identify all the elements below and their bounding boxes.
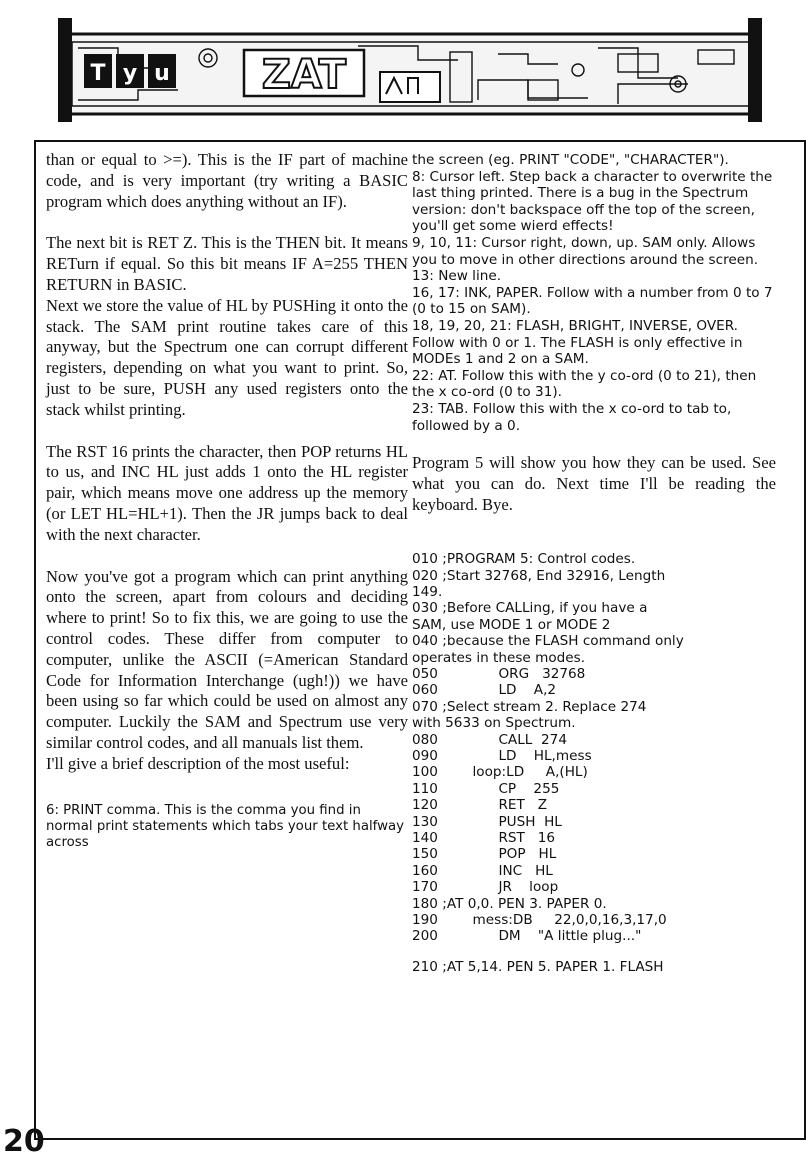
code-line: 140 RST 16 xyxy=(412,830,556,846)
code-line: 060 LD A,2 xyxy=(412,682,557,699)
code-line: 120 RET Z xyxy=(412,797,548,814)
program-listing xyxy=(412,551,776,975)
right-column xyxy=(412,152,776,1112)
code-line: 040 ;because the FLASH command only xyxy=(412,633,684,650)
code-line: 110 CP 255 xyxy=(412,780,560,797)
zat-logo: ZAT xyxy=(261,52,347,98)
code-line: 180 ;AT 0,0. PEN 3. PAPER 0. xyxy=(412,895,607,912)
code-line: 210 ;AT 5,14. PEN 5. PAPER 1. FLASH xyxy=(412,958,664,975)
banner-letter-u: u xyxy=(154,61,170,86)
page-number: 20 xyxy=(3,1124,45,1159)
control-code-8: 8: Cursor left. Step back a character to overwrite the last thing printed. There is a bug in the Spectrum version: don't backspace off the top of the screen, you'll get some wierd effects! xyxy=(412,168,773,235)
paragraph-if-part: than or equal to >=). This is the IF part of machine code, and is very important (try writing a BASIC program which does anything without an IF). xyxy=(46,150,408,211)
left-column xyxy=(46,150,408,1110)
control-code-16-17: 16, 17: INK, PAPER. Follow with a number from 0 to 7 (0 to 15 on SAM). xyxy=(412,284,773,318)
banner-letter-boxes xyxy=(84,54,176,88)
code-line: with 5633 on Spectrum. xyxy=(412,715,576,732)
control-code-9-11: 9, 10, 11: Cursor right, down, up. SAM only. Allows you to move in other directions around the screen. xyxy=(412,234,759,268)
code-line: 149. xyxy=(412,583,443,600)
code-line: 010 ;PROGRAM 5: Control codes. xyxy=(412,551,636,568)
code-line: 190 mess:DB 22,0,0,16,3,17,0 xyxy=(412,912,667,929)
control-code-18-21: 18, 19, 20, 21: FLASH, BRIGHT, INVERSE, OVER. Follow with 0 or 1. The FLASH is only effective in MODEs 1 and 2 on a SAM. xyxy=(412,317,743,368)
code-line: 150 POP HL xyxy=(412,846,557,863)
code-line: 050 ORG 32768 xyxy=(412,665,586,682)
paragraph-program-5: Program 5 will show you how they can be used. See what you can do. Next time I'll be reading the keyboard. Bye. xyxy=(412,453,776,515)
code-line: 130 PUSH HL xyxy=(412,813,562,830)
paragraph-rst16: The RST 16 prints the character, then POP returns HL to us, and INC HL just adds 1 onto the HL register pair, which means move one address up the memory (or LET HL=HL+1). Then the JR jumps back to deal with the next character. xyxy=(46,441,408,544)
paragraph-description-intro: I'll give a brief description of the most useful: xyxy=(46,753,350,773)
control-code-23: 23: TAB. Follow this with the x co-ord to tab to, followed by a 0. xyxy=(412,400,732,434)
code-line: 090 LD HL,mess xyxy=(412,747,592,764)
code-line: 160 INC HL xyxy=(412,862,553,879)
paragraph-control-codes: Now you've got a program which can print anything onto the screen, apart from colours and deciding where to print! So to fix this, we are going to use the control codes. These differ from computer to computer, unlike the ASCII (=American Standard Code for Information Interchange (ugh!)) we have been using so far which could be used on almost any computer. Luckily the SAM and Spectrum use very similar control codes, and all manuals list them. xyxy=(46,566,408,752)
paragraph-push: Next we store the value of HL by PUSHing it onto the stack. The SAM print routine takes care of this anyway, but the Spectrum one can corrupt different registers, depending on what you want to print. So, just to be sure, PUSH any used registers onto the stack whilst printing. xyxy=(46,295,408,419)
banner-letter-t: T xyxy=(90,61,106,86)
control-code-13: 13: New line. xyxy=(412,268,502,285)
paragraph-ret-z: The next bit is RET Z. This is the THEN bit. It means RETurn if equal. So this bit means IF A=255 THEN RETURN in BASIC. xyxy=(46,233,408,294)
code-line: 020 ;Start 32768, End 32916, Length xyxy=(412,567,666,584)
control-code-6: 6: PRINT comma. This is the comma you find in normal print statements which tabs your text halfway across xyxy=(46,802,405,850)
code-line: 100 loop:LD A,(HL) xyxy=(412,764,588,781)
code-line: 030 ;Before CALLing, if you have a xyxy=(412,600,648,617)
code-line: 170 JR loop xyxy=(412,879,559,896)
code-line: 200 DM "A little plug..." xyxy=(412,928,642,945)
control-code-22: 22: AT. Follow this with the y co-ord (0 to 21), then the x co-ord (0 to 31). xyxy=(412,367,757,401)
banner-letter-y: y xyxy=(122,61,138,86)
code-line: 080 CALL 274 xyxy=(412,731,567,748)
code-line: 070 ;Select stream 2. Replace 274 xyxy=(412,698,647,715)
code-line: SAM, use MODE 1 or MODE 2 xyxy=(412,616,611,633)
zat-banner-artwork xyxy=(58,14,764,126)
control-code-6-continued: the screen (eg. PRINT "CODE", "CHARACTER"). xyxy=(412,152,729,168)
code-line: operates in these modes. xyxy=(412,649,586,666)
